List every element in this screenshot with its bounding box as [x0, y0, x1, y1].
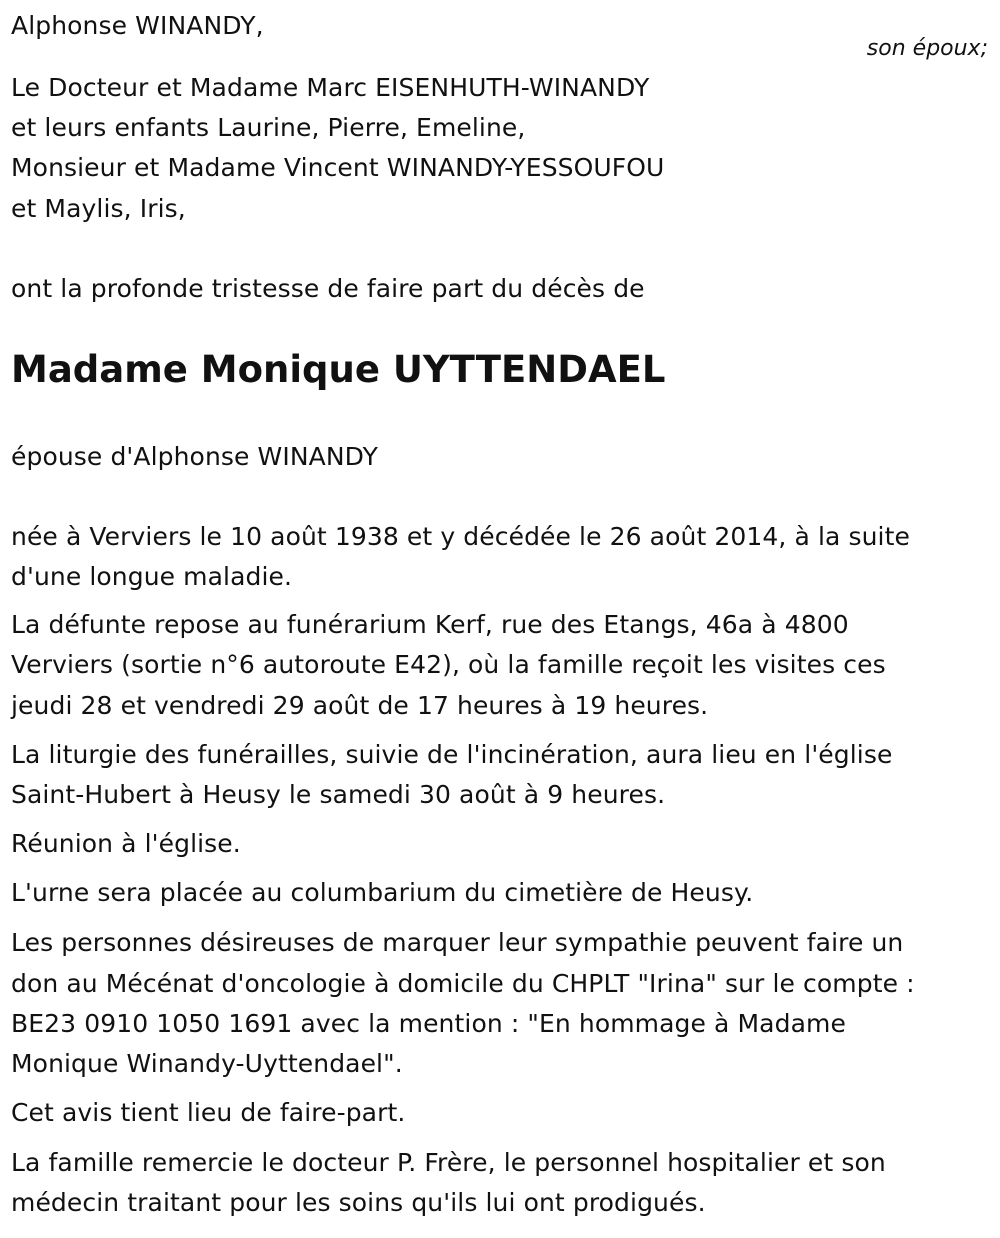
donation-line: Les personnes désireuses de marquer leur sympathie peuvent faire un — [11, 928, 904, 957]
visitation-line: jeudi 28 et vendredi 29 août de 17 heures à 19 heures. — [11, 691, 709, 720]
family-line: et leurs enfants Laurine, Pierre, Emeline, — [11, 113, 526, 142]
spouse-role: son époux; — [866, 36, 988, 61]
liturgy-line: La liturgie des funérailles, suivie de l'incinération, aura lieu en l'église — [11, 740, 893, 769]
birth-death-line: d'une longue maladie. — [11, 562, 293, 591]
meeting-line: Réunion à l'église. — [11, 829, 241, 858]
liturgy-line: Saint-Hubert à Heusy le samedi 30 août à 9 heures. — [11, 780, 666, 809]
family-line: et Maylis, Iris, — [11, 194, 186, 223]
family-line: Le Docteur et Madame Marc EISENHUTH-WINANDY — [11, 73, 650, 102]
birth-death-line: née à Verviers le 10 août 1938 et y décédée le 26 août 2014, à la suite — [11, 522, 910, 551]
donation-line: don au Mécénat d'oncologie à domicile du CHPLT "Irina" sur le compte : — [11, 969, 915, 998]
visitation-line: La défunte repose au funérarium Kerf, rue des Etangs, 46a à 4800 — [11, 610, 849, 639]
announcement-text: ont la profonde tristesse de faire part du décès de — [11, 274, 645, 303]
spouse-name: Alphonse WINANDY, — [11, 11, 264, 40]
thanks-line: médecin traitant pour les soins qu'ils lui ont prodigués. — [11, 1188, 706, 1217]
visitation-line: Verviers (sortie n°6 autoroute E42), où la famille reçoit les visites ces — [11, 650, 886, 679]
thanks-line: La famille remercie le docteur P. Frère, le personnel hospitalier et son — [11, 1148, 886, 1177]
deceased-name: Madame Monique UYTTENDAEL — [11, 348, 666, 391]
family-line: Monsieur et Madame Vincent WINANDY-YESSOUFOU — [11, 153, 665, 182]
donation-line: BE23 0910 1050 1691 avec la mention : "En hommage à Madame — [11, 1009, 846, 1038]
spouse-of-line: épouse d'Alphonse WINANDY — [11, 442, 378, 471]
urn-line: L'urne sera placée au columbarium du cimetière de Heusy. — [11, 878, 754, 907]
notice-line: Cet avis tient lieu de faire-part. — [11, 1098, 406, 1127]
donation-line: Monique Winandy-Uyttendael". — [11, 1049, 403, 1078]
